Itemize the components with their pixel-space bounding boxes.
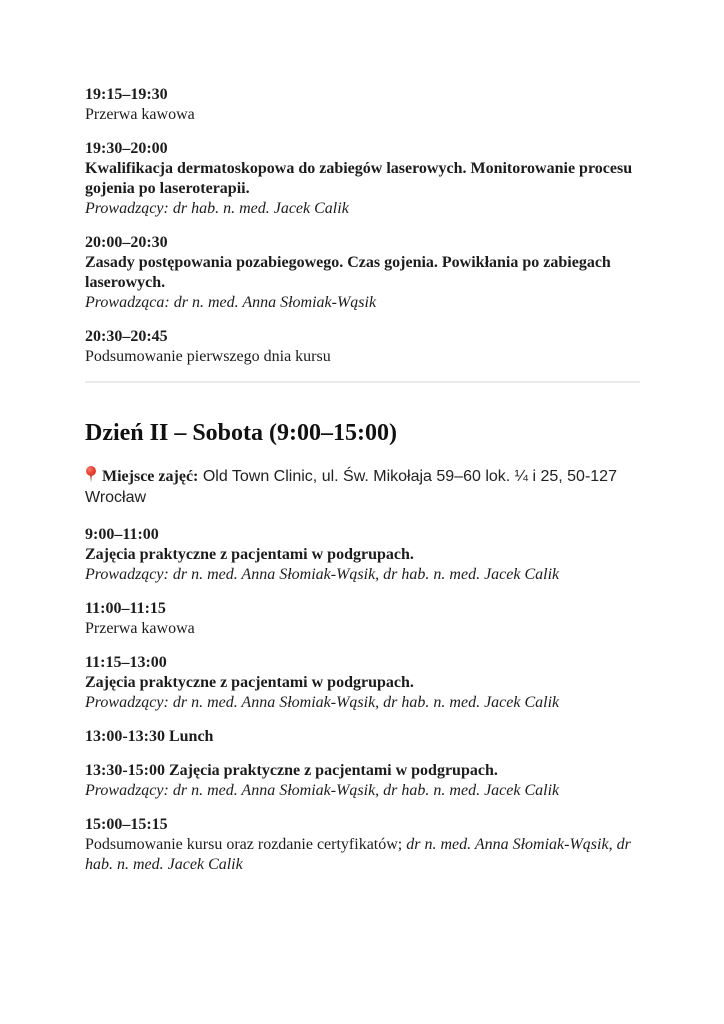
session-summary-lecturers: dr n. med. Anna Słomiak-Wąsik, dr hab. n. med. Jacek Calik [85, 835, 631, 873]
session-lunch [85, 727, 640, 747]
session-time: 19:15–19:30 [85, 86, 168, 103]
session-description: Przerwa kawowa [85, 106, 195, 123]
session-time: 11:00–11:15 [85, 599, 166, 617]
session-course-summary [85, 815, 640, 875]
location-value: Old Town Clinic, ul. Św. Mikołaja 59–60 lok. ¼ i 25, 50-127 Wrocław [85, 467, 617, 507]
section-divider [85, 381, 640, 383]
session-summary-text: Podsumowanie kursu oraz rozdanie certyfikatów; [85, 835, 407, 853]
session-lecturers: Prowadzący: dr n. med. Anna Słomiak-Wąsik, dr hab. n. med. Jacek Calik [85, 565, 560, 583]
session-description: Podsumowanie pierwszego dnia kursu [85, 348, 331, 365]
session-coffee-break-evening [85, 85, 640, 125]
session-time: 20:00–20:30 [85, 234, 168, 251]
session-time: 20:30–20:45 [85, 328, 168, 345]
session-lecturers: Prowadzący: dr n. med. Anna Słomiak-Wąsik, dr hab. n. med. Jacek Calik [85, 781, 560, 799]
session-description: Przerwa kawowa [85, 619, 195, 637]
session-postprocedure-rules [85, 233, 640, 313]
location-label: Miejsce zajęć: [102, 467, 199, 485]
session-time: 19:30–20:00 [85, 140, 168, 157]
session-practical-morning [85, 525, 640, 585]
session-practical-afternoon [85, 761, 640, 801]
session-time: 15:00–15:15 [85, 815, 168, 833]
session-day1-summary [85, 327, 640, 367]
session-inline-title: 13:30-15:00 Zajęcia praktyczne z pacjentami w podgrupach. [85, 761, 498, 779]
session-title: Zajęcia praktyczne z pacjentami w podgrupach. [85, 673, 414, 691]
location-pin-icon [85, 466, 98, 484]
session-practical-midday [85, 653, 640, 713]
location-line [85, 466, 640, 509]
session-coffee-break-day2 [85, 599, 640, 639]
session-lecturers: Prowadzący: dr hab. n. med. Jacek Calik [85, 200, 349, 217]
session-time: 11:15–13:00 [85, 653, 167, 671]
session-time: 9:00–11:00 [85, 525, 159, 543]
session-title: Kwalifikacja dermatoskopowa do zabiegów laserowych. Monitorowanie procesu gojenia po laseroterapii. [85, 160, 633, 197]
session-lecturers: Prowadząca: dr n. med. Anna Słomiak-Wąsik [85, 294, 377, 311]
session-title: Zasady postępowania pozabiegowego. Czas gojenia. Powikłania po zabiegach laserowych. [85, 254, 611, 291]
day2-heading: Dzień II – Sobota (9:00–15:00) [85, 420, 397, 446]
session-lecturers: Prowadzący: dr n. med. Anna Słomiak-Wąsik, dr hab. n. med. Jacek Calik [85, 693, 560, 711]
session-dermatoscopy-qualification [85, 139, 640, 219]
session-title: Zajęcia praktyczne z pacjentami w podgrupach. [85, 545, 414, 563]
session-inline-title: 13:00-13:30 Lunch [85, 727, 214, 745]
